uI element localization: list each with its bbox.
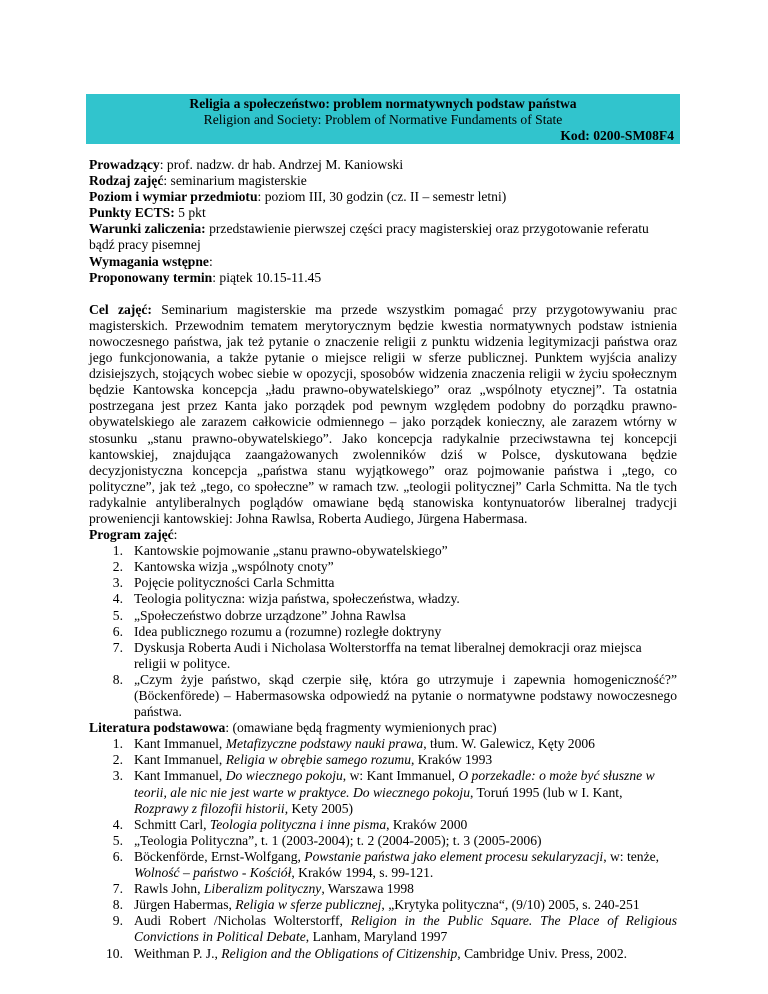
course-header bbox=[86, 94, 680, 144]
course-title-pl: Religia a społeczeństwo: problem normatywnych podstaw państwa bbox=[189, 96, 577, 111]
list-item: 5. „Społeczeństwo dobrze urządzone” Johna Rawlsa bbox=[112, 607, 406, 623]
list-item: 10. Weithman P. J., Religion and the Obligations of Citizenship, Cambridge Univ. Press, 2002. bbox=[106, 945, 628, 961]
info-row: Warunki zaliczenia: przedstawienie pierwszej części pracy magisterskiej oraz przygotowanie referatu bądź pracy pisemnej bbox=[89, 221, 649, 253]
list-item: 1. Kant Immanuel, Metafizyczne podstawy nauki prawa, tłum. W. Galewicz, Kęty 2006 bbox=[112, 736, 595, 752]
list-item: 4. Teologia polityczna: wizja państwa, społeczeństwa, władzy. bbox=[112, 591, 460, 607]
list-item: 6. Böckenförde, Ernst-Wolfgang, Powstanie państwa jako element procesu sekularyzacji, w: tenże, Wolność – państwo - Kościół, Kraków 1994, s. 99-121. bbox=[112, 848, 660, 881]
info-row: Poziom i wymiar przedmiotu: poziom III, 30 godzin (cz. II – semestr letni) bbox=[89, 189, 507, 205]
info-row: Wymagania wstępne: bbox=[89, 253, 213, 269]
course-code: Kod: 0200-SM08F4 bbox=[560, 128, 674, 143]
list-item: 8. Jürgen Habermas, Religia w sferze publicznej, „Krytyka polityczna“, (9/10) 2005, s. 240-251 bbox=[112, 897, 640, 913]
list-item: 2. Kantowska wizja „wspólnoty cnoty” bbox=[112, 559, 334, 575]
program-heading: Program zajęć: bbox=[89, 527, 178, 543]
list-item: 1. Kantowskie pojmowanie „stanu prawno-obywatelskiego” bbox=[112, 543, 448, 559]
info-row: Proponowany termin: piątek 10.15-11.45 bbox=[89, 269, 322, 285]
list-item: 3. Kant Immanuel, Do wiecznego pokoju, w: Kant Immanuel, O porzekadle: o może być słuszne w teorii, ale nic nie jest warte w praktyce. Do wiecznego pokoju, Toruń 1995 (lub w I. Kant, Rozprawy z filozofii historii, Kety 2005) bbox=[112, 768, 655, 816]
list-item: 9. Audi Robert /Nicholas Wolterstorff, Religion in the Public Square. The Place of Religious Convictions in Political Debate, Lanham, Maryland 1997 bbox=[112, 913, 677, 945]
list-item: 2. Kant Immanuel, Religia w obrębie samego rozumu, Kraków 1993 bbox=[112, 752, 493, 768]
course-title-en: Religion and Society: Problem of Normative Fundaments of State bbox=[203, 112, 563, 127]
literature-heading: Literatura podstawowa: (omawiane będą fragmenty wymienionych prac) bbox=[89, 720, 497, 736]
list-item: 4. Schmitt Carl, Teologia polityczna i inne pisma, Kraków 2000 bbox=[112, 816, 468, 832]
list-item: 7. Dyskusja Roberta Audi i Nicholasa Wolterstorffa na temat liberalnej demokracji oraz miejsca religii w polityce. bbox=[112, 639, 642, 671]
info-row: Prowadzący: prof. nadzw. dr hab. Andrzej M. Kaniowski bbox=[89, 157, 404, 172]
list-item: 7. Rawls John, Liberalizm polityczny, Warszawa 1998 bbox=[112, 881, 414, 897]
goal-label: Cel zajęć: bbox=[89, 301, 152, 317]
list-item: 6. Idea publicznego rozumu a (rozumne) rozległe doktryny bbox=[112, 623, 442, 639]
list-item: 8. „Czym żyje państwo, skąd czerpie siłę, która go utrzymuje i zapewnia homogeniczność?” (Böckenförede) – Habermasowska odpowiedź na pytanie o normatywne podstawy nowoczesnego państwa. bbox=[112, 671, 677, 720]
goal-paragraph: Cel zajęć: Seminarium magisterskie ma przede wszystkim pomagać przy przygotowywaniu prac magisterskich. Przewodnim tematem merytorycznym będzie kwestia normatywnych podstaw istnienia nowoczesnego państwa, jak też pytanie o znaczenie religii z punktu widzenia legitymizacji państwa oraz jego funkcjonowania, a także pytanie o miejsce religii w sferze publicznej. Punktem wyjścia analizy dzisiejszych, stojących wobec siebie w opozycji, sposobów widzenia znaczenia religii w życiu społecznym będzie Kantowska koncepcja „ładu prawno-obywatelskiego” oraz „wspólnoty etycznej”. Ta ostatnia postrzegana jest przez Kanta jako porządek pod pewnym względem podobny do porządku prawno-obywatelskiego ale zarazem całkowicie odmiennego – jako porządek konieczny, ale zarazem wtórny w stosunku „stanu prawno-obywatelskiego”. Jako koncepcja radykalnie przeciwstawna tej koncepcji kantowskiej, znajdująca zaangażowanych zwolenników dziś w Polsce, dyskutowana będzie decyzjonistyczna koncepcja „państwa stanu wyjątkowego” oraz pojmowanie państwa i „tego, co polityczne”, jak też „tego, co społeczne” w ramach tzw. „teologii politycznej” Carla Schmitta. Na tle tych radykalnie antyliberalnych poglądów omawiane będą stanowiska kontynuatorów liberalnej tradycji proweniencji kantowskiej: Johna Rawlsa, Roberta Audiego, Jürgena Habermasa. bbox=[89, 301, 677, 526]
program-list bbox=[89, 543, 677, 720]
info-row: Punkty ECTS: 5 pkt bbox=[89, 205, 206, 221]
literature-list bbox=[89, 736, 677, 961]
document-body bbox=[89, 157, 677, 962]
list-item: 3. Pojęcie polityczności Carla Schmitta bbox=[112, 575, 335, 591]
info-row: Rodzaj zajęć: seminarium magisterskie bbox=[89, 173, 307, 189]
list-item: 5. „Teologia Polityczna”, t. 1 (2003-2004); t. 2 (2004-2005); t. 3 (2005-2006) bbox=[112, 832, 542, 848]
